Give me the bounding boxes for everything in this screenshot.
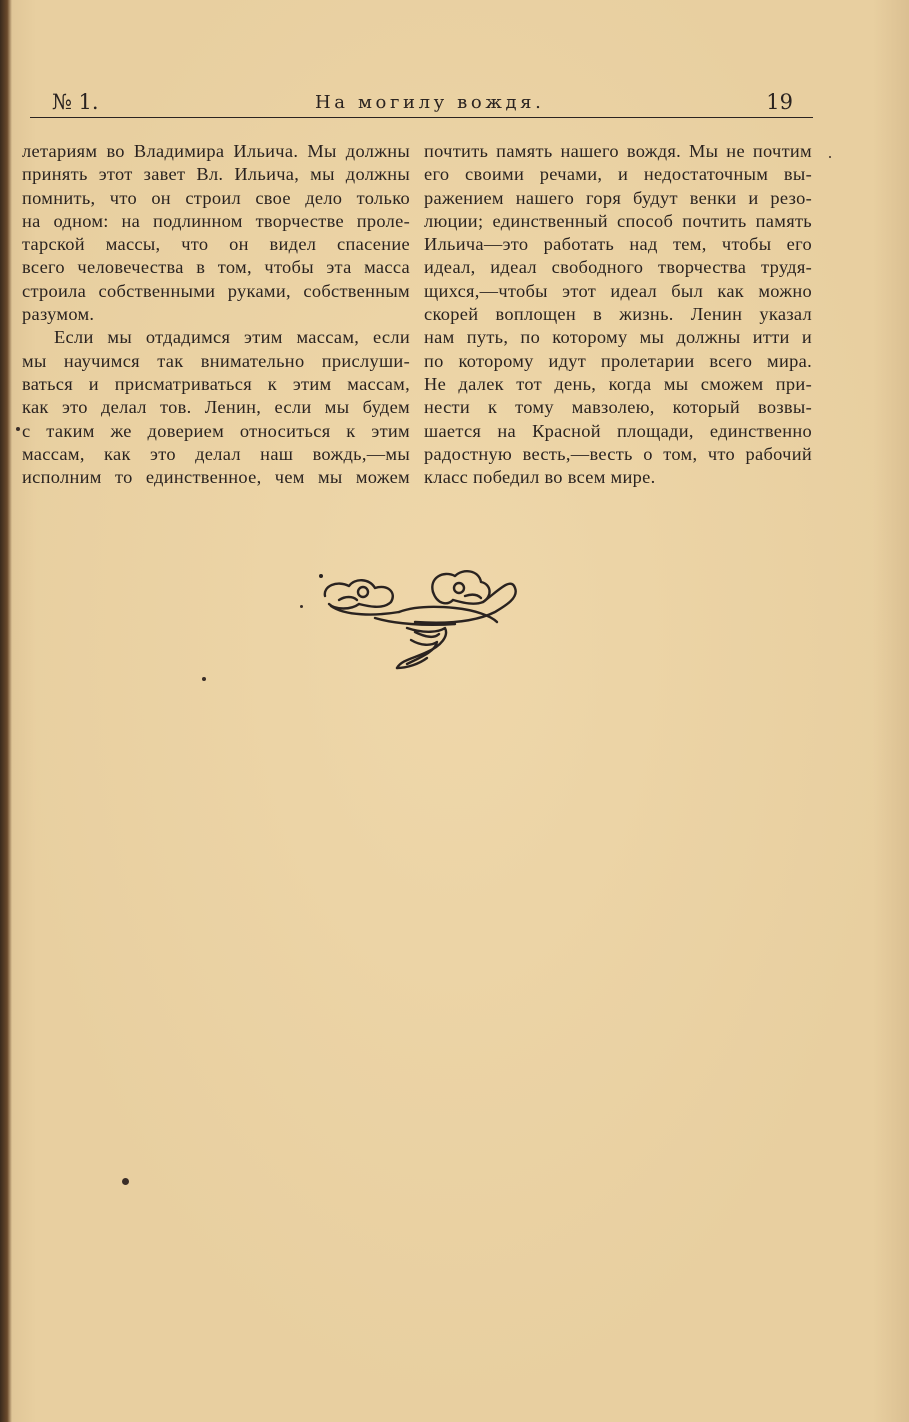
text-line: принять этот завет Вл. Ильича, мы должны bbox=[22, 164, 410, 185]
text-line: его своими речами, и недостаточным вы- bbox=[424, 164, 812, 185]
text-line: Не далек тот день, когда мы сможем при- bbox=[424, 373, 812, 394]
text-line: шается на Красной площади, единственно bbox=[424, 420, 812, 441]
text-line: на одном: на подлинном творчестве проле- bbox=[22, 210, 410, 231]
text-line: летариям во Владимира Ильича. Мы должны bbox=[22, 141, 410, 161]
text-line: тарской массы, что он видел спасение bbox=[22, 234, 410, 255]
text-line: как это делал тов. Ленин, если мы будем bbox=[22, 397, 410, 418]
text-line: по которому идут пролетарии всего мира. bbox=[424, 350, 812, 371]
paragraph bbox=[22, 326, 410, 489]
text-line: исполним то единственное, чем мы можем bbox=[22, 467, 410, 488]
header-rule bbox=[30, 117, 813, 118]
text-line: всего человечества в том, чтобы эта масса bbox=[22, 257, 410, 278]
text-line: класс победил во всем мире. bbox=[424, 467, 656, 488]
text-line: щихся,—чтобы этот идеал был как можно bbox=[424, 280, 812, 301]
left-column bbox=[22, 140, 410, 489]
text-line: Если мы отдадимся этим массам, если bbox=[54, 327, 410, 348]
text-line: мы научимся так внимательно прислуши- bbox=[22, 350, 410, 371]
running-title: На могилу вождя. bbox=[315, 92, 545, 113]
book-spine-shadow bbox=[0, 0, 12, 1422]
paragraph bbox=[22, 140, 410, 326]
floral-vignette-icon bbox=[315, 566, 525, 676]
text-line: массам, как это делал наш вождь,—мы bbox=[22, 443, 410, 464]
text-line: Ильича—это работать над тем, чтобы его bbox=[424, 234, 812, 255]
print-speck bbox=[202, 677, 206, 681]
right-column bbox=[424, 140, 812, 489]
text-line: люции; единственный способ почтить память bbox=[424, 210, 812, 231]
print-speck bbox=[829, 156, 831, 158]
text-line: нести к тому мавзолею, который возвы- bbox=[424, 397, 812, 418]
text-line: ваться и присматриваться к этим массам, bbox=[22, 373, 410, 394]
text-line: почтить память нашего вождя. Мы не почтим bbox=[424, 141, 812, 161]
print-speck bbox=[300, 605, 303, 608]
text-line: помнить, что он строил свое дело только bbox=[22, 187, 410, 208]
paragraph bbox=[424, 140, 812, 489]
text-line: нам путь, по которому мы должны итти и bbox=[424, 327, 812, 348]
text-line: идеал, идеал свободного творчества трудя- bbox=[424, 257, 812, 278]
page-number: 19 bbox=[766, 90, 793, 114]
text-line: строила собственными руками, собственным bbox=[22, 280, 410, 301]
print-speck bbox=[16, 427, 20, 431]
text-line: с таким же доверием относиться к этим bbox=[22, 420, 410, 441]
text-line: скорей воплощен в жизнь. Ленин указал bbox=[424, 304, 812, 325]
issue-number: № 1. bbox=[52, 90, 99, 114]
text-line: ражением нашего горя будут венки и резо- bbox=[424, 187, 812, 208]
print-speck bbox=[122, 1178, 129, 1185]
text-line: разумом. bbox=[22, 304, 95, 325]
page-header bbox=[30, 88, 813, 118]
text-line: радостную весть,—весть о том, что рабочий bbox=[424, 443, 812, 464]
